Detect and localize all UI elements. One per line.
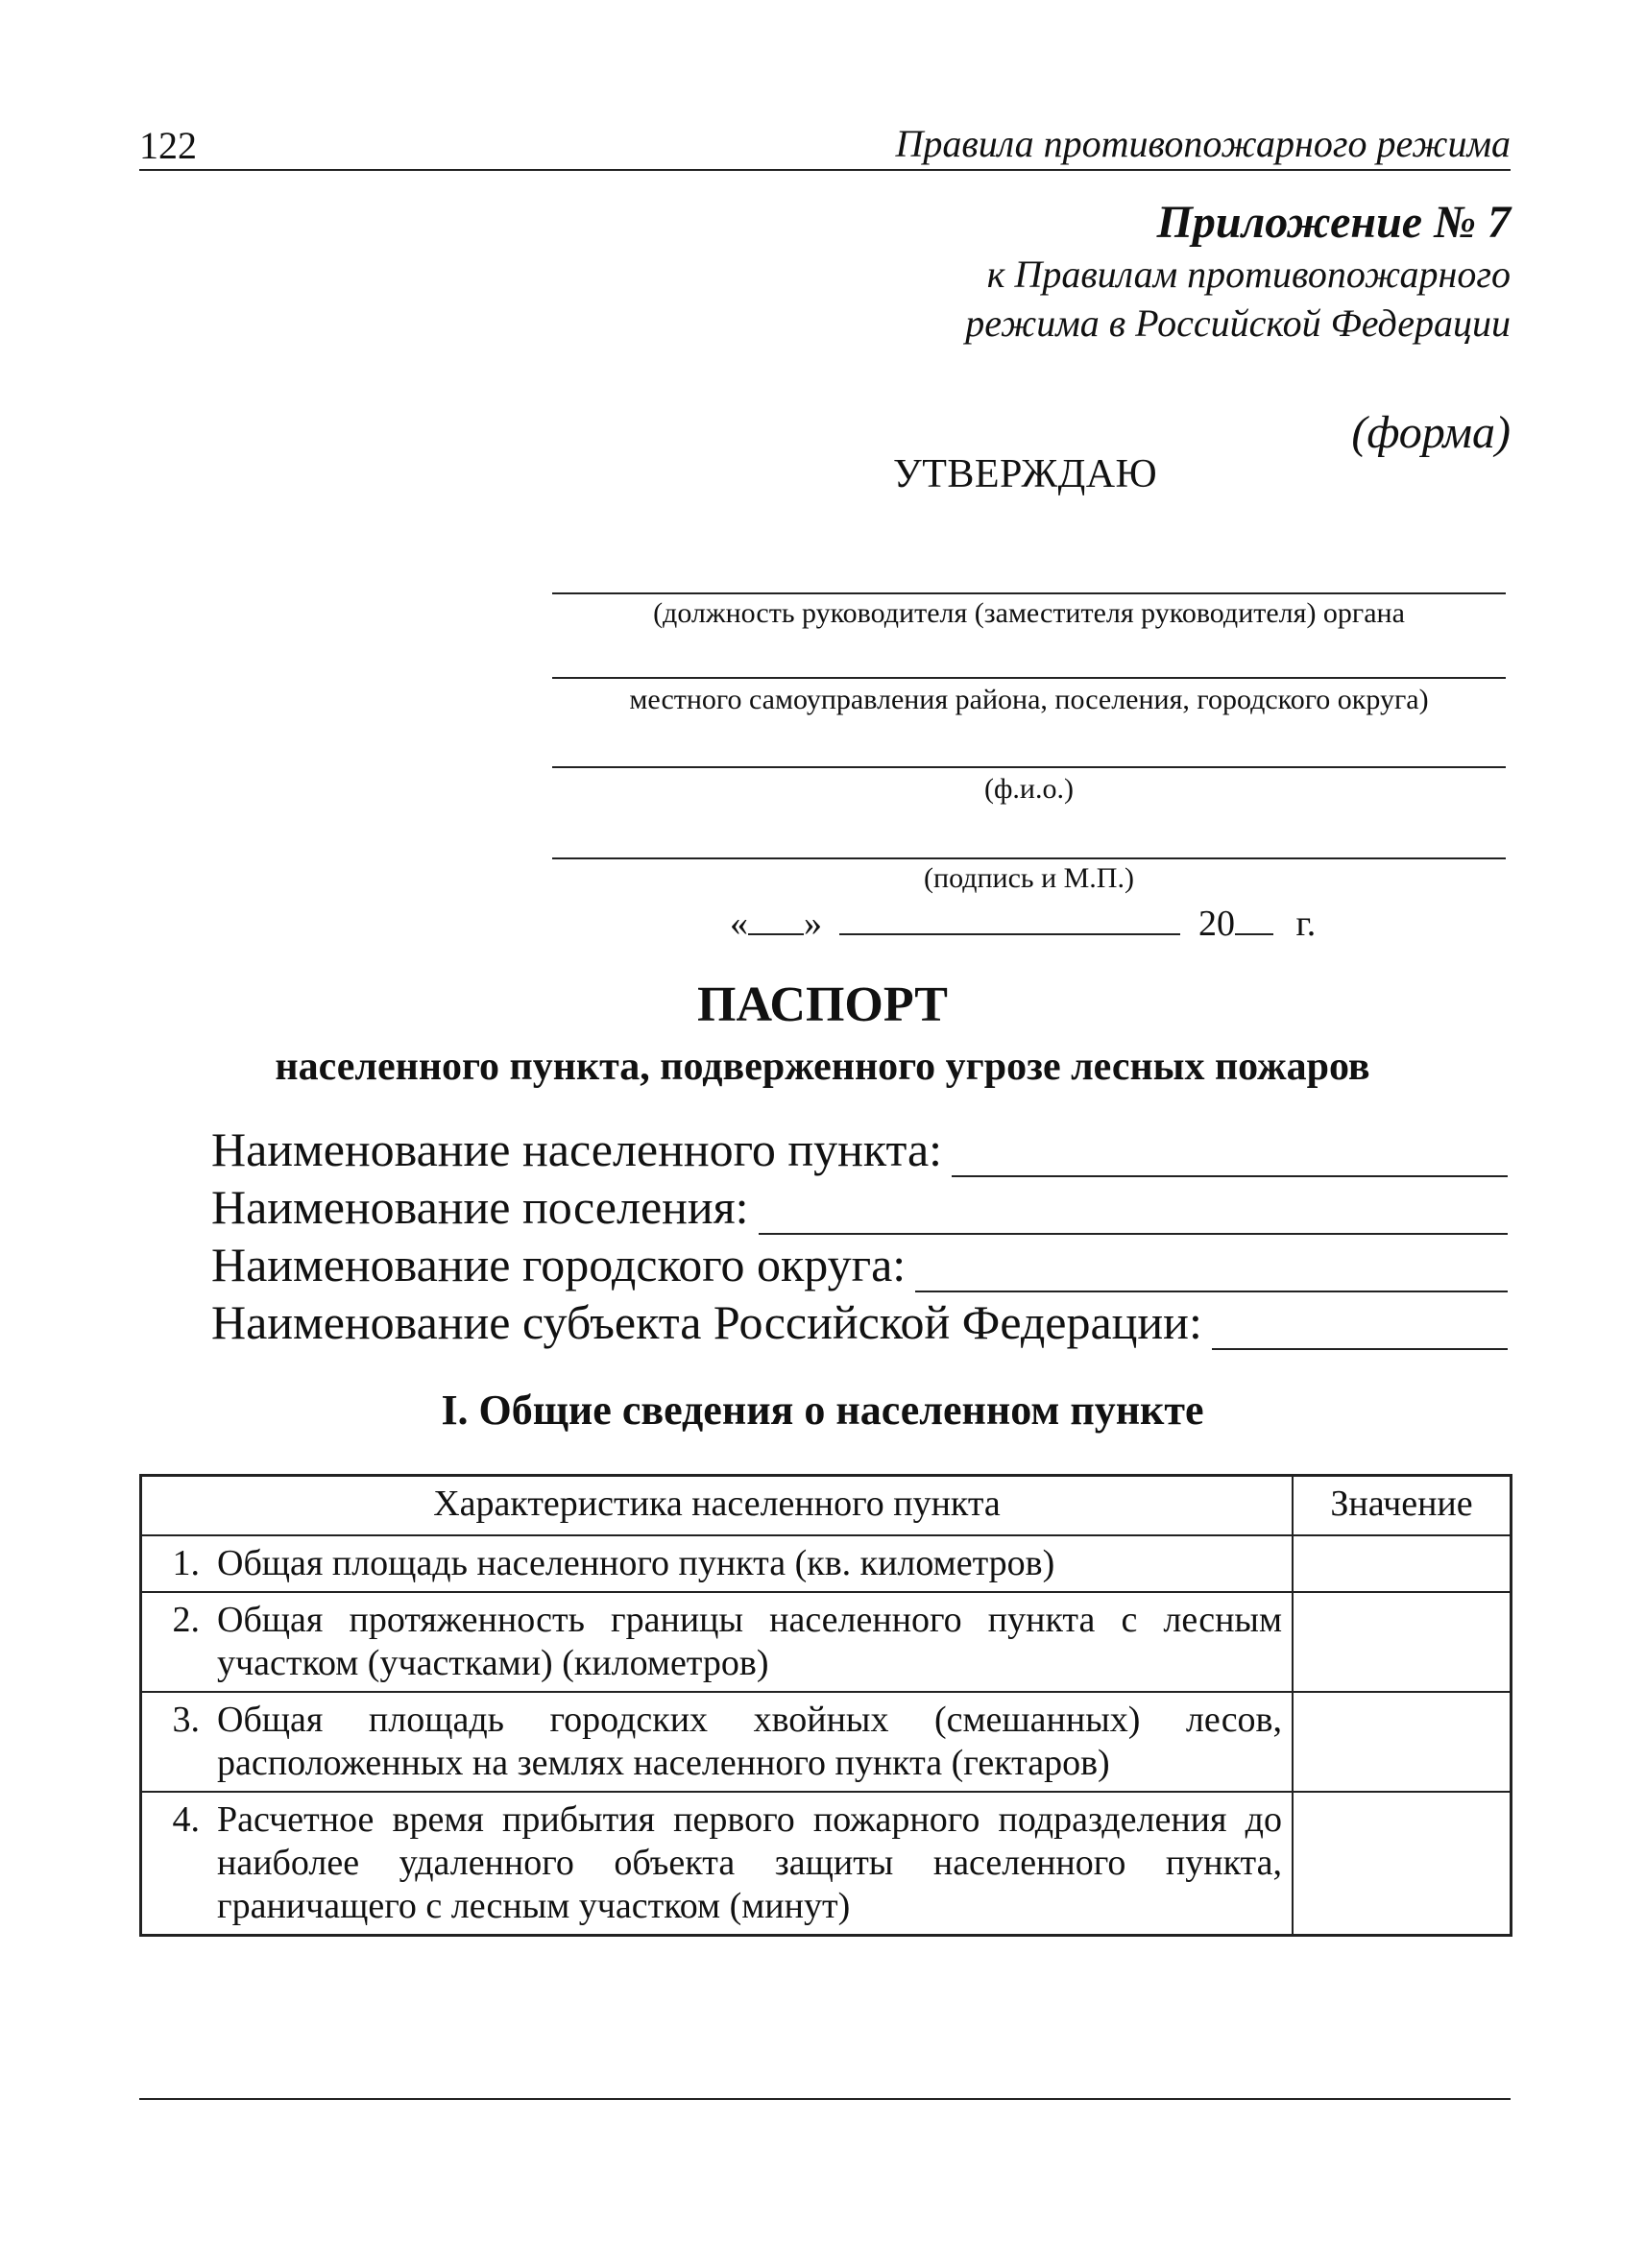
city-district-label: Наименование городского округа:: [211, 1238, 907, 1291]
settlement-name-row: [211, 1122, 1508, 1177]
table-row: [141, 1692, 1512, 1792]
date-quote-close: »: [804, 904, 822, 944]
approve-heading: УТВЕРЖДАЮ: [893, 452, 1158, 496]
row-number: 3.: [141, 1692, 205, 1792]
form-label: (форма): [1351, 407, 1511, 458]
authority-caption: местного самоуправления района, поселения, городского округа): [629, 684, 1429, 715]
settlement-area-field[interactable]: [759, 1196, 1508, 1235]
header-rule: [139, 169, 1511, 171]
settlement-name-label: Наименование населенного пункта:: [211, 1122, 943, 1176]
row-description: Общая протяженность границы населенного пункта с лесным участком (участками) (километров): [204, 1592, 1293, 1692]
appendix-line-2: режима в Российской Федерации: [965, 302, 1511, 345]
row-description: Расчетное время прибытия первого пожарного подразделения до наиболее удаленного объекта защиты населенного пункта, граничащего с лесным участком (минут): [204, 1792, 1293, 1936]
row-description: Общая площадь населенного пункта (кв. километров): [204, 1535, 1293, 1592]
table-row: [141, 1592, 1512, 1692]
day-field[interactable]: [748, 905, 804, 935]
passport-title: ПАСПОРТ: [697, 977, 948, 1032]
appendix-title: Приложение № 7: [1156, 197, 1511, 248]
section-title: I. Общие сведения о населенном пункте: [441, 1387, 1204, 1434]
passport-subtitle: населенного пункта, подверженного угрозе лесных пожаров: [275, 1045, 1370, 1089]
value-header: Значение: [1293, 1476, 1512, 1536]
authority-line[interactable]: [552, 677, 1506, 679]
characteristic-header: Характеристика населенного пункта: [141, 1476, 1294, 1536]
date-line: [730, 903, 1316, 945]
signature-line[interactable]: [552, 857, 1506, 859]
signature-caption: (подпись и М.П.): [924, 862, 1134, 894]
footer-rule: [139, 2098, 1511, 2100]
city-district-field[interactable]: [915, 1254, 1508, 1292]
settlement-area-row: [211, 1179, 1508, 1235]
full-name-line[interactable]: [552, 766, 1506, 768]
year-prefix: 20: [1198, 904, 1235, 944]
row-value-cell[interactable]: [1293, 1535, 1512, 1592]
federal-subject-field[interactable]: [1212, 1312, 1508, 1350]
running-head: Правила противопожарного режима: [895, 122, 1511, 165]
characteristics-table: [139, 1474, 1512, 1937]
position-caption: (должность руководителя (заместителя руководителя) органа: [653, 597, 1405, 629]
settlement-area-label: Наименование поселения:: [211, 1180, 749, 1234]
row-description: Общая площадь городских хвойных (смешанных) лесов, расположенных на землях населенного пункта (гектаров): [204, 1692, 1293, 1792]
appendix-line-1: к Правилам противопожарного: [986, 253, 1511, 296]
city-district-row: [211, 1237, 1508, 1292]
table-header-row: [141, 1476, 1512, 1536]
row-number: 4.: [141, 1792, 205, 1936]
federal-subject-row: [211, 1294, 1508, 1350]
settlement-name-field[interactable]: [952, 1139, 1508, 1177]
position-line[interactable]: [552, 592, 1506, 594]
row-value-cell[interactable]: [1293, 1692, 1512, 1792]
row-number: 1.: [141, 1535, 205, 1592]
table-row: [141, 1535, 1512, 1592]
page-number: 122: [139, 124, 197, 167]
date-quote-open: «: [730, 904, 748, 944]
row-value-cell[interactable]: [1293, 1792, 1512, 1936]
year-suffix: г.: [1295, 904, 1317, 944]
row-value-cell[interactable]: [1293, 1592, 1512, 1692]
row-number: 2.: [141, 1592, 205, 1692]
federal-subject-label: Наименование субъекта Российской Федерации:: [211, 1295, 1202, 1349]
full-name-caption: (ф.и.о.): [984, 773, 1074, 805]
table-row: [141, 1792, 1512, 1936]
year-field[interactable]: [1235, 905, 1273, 935]
month-field[interactable]: [839, 905, 1180, 935]
